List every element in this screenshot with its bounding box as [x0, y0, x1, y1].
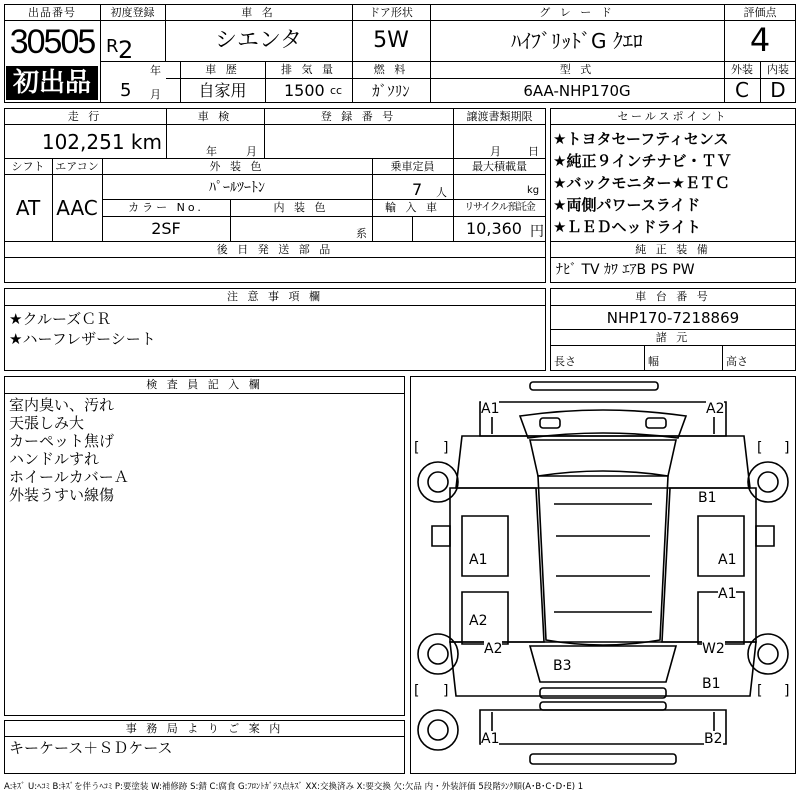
- aircon-label: エアコン: [55, 160, 99, 173]
- bracket-right-bottom: [: [757, 683, 763, 699]
- sales-point-item: ★両側パワースライド: [553, 196, 701, 214]
- damage-code: B1: [698, 490, 717, 506]
- sales-point-item: ★トヨタセーフティセンス: [553, 130, 729, 148]
- inspector-item: 天張しみ大: [9, 414, 85, 432]
- sales-point-item: ★純正９インチナビ・ＴＶ: [553, 152, 732, 170]
- width-label: 幅: [648, 355, 659, 368]
- equipment: ﾅﾋﾞ TV ｶﾜ ｴｱB PS PW: [556, 262, 695, 278]
- later-parts-label: 後 日 発 送 部 品: [216, 243, 334, 256]
- note-item: ★ハーフレザーシート: [9, 330, 156, 348]
- inspector-item: 外装うすい線傷: [9, 486, 115, 504]
- inspector-notes: [9, 396, 129, 504]
- damage-code: A2: [706, 401, 725, 417]
- sales-points-list: [553, 128, 731, 238]
- legend: A:ｷｽﾞ U:ﾍｺﾐ B:ｷｽﾞを伴うﾍｺﾐ P:要塗装 W:補修跡 S:錆 C:腐食 G:ﾌﾛﾝﾄｶﾞﾗｽ点ｷｽﾞ XX:交換済み X:要交換 欠:欠品 内・外装評価 5段階ﾗﾝｸ順(A･B･C･D･E) 1: [4, 782, 584, 792]
- registration-month: 5: [120, 80, 132, 101]
- transfer-deadline-label: 譲渡書類期限: [466, 110, 533, 123]
- aircon: AAC: [56, 196, 98, 220]
- sales-point-item: ★ＬＥＤヘッドライト: [553, 218, 701, 236]
- inspector-item: ホイールカバーＡ: [9, 468, 129, 486]
- inspector-item: カーペット焦げ: [9, 432, 115, 450]
- bracket-left-bottom: ]: [443, 683, 449, 699]
- interior-label: 内装: [767, 63, 789, 76]
- damage-code: W2: [702, 641, 725, 657]
- damage-code: B1: [702, 676, 721, 692]
- office-message: キーケース＋ＳＤケース: [9, 739, 173, 757]
- bracket-right-bottom: ]: [784, 683, 790, 699]
- specs-label: 諸 元: [655, 331, 691, 344]
- sales-points-label: セールスポイント: [617, 110, 729, 123]
- fuel: ｶﾞｿﾘﾝ: [372, 82, 410, 100]
- score-label: 評価点: [743, 6, 777, 19]
- lot-number-label: 出品番号: [28, 6, 76, 19]
- transfer-day-unit: 日: [528, 145, 539, 158]
- exterior-color-label: 外 装 色: [209, 160, 265, 173]
- bracket-right-top: [: [757, 440, 763, 456]
- color-number: 2SF: [151, 219, 181, 238]
- bracket-right-top: ]: [784, 440, 790, 456]
- displacement-unit: cc: [330, 84, 343, 97]
- damage-code: B3: [553, 658, 572, 674]
- transfer-month-unit: 月: [490, 145, 501, 158]
- import-label: 輸 入 車: [385, 201, 440, 214]
- damage-code: A2: [469, 613, 488, 629]
- inspection-label: 車 検: [197, 110, 233, 123]
- displacement-label: 排 気 量: [281, 63, 336, 76]
- damage-code: A1: [718, 552, 737, 568]
- shift: AT: [15, 196, 41, 220]
- exterior-color: ﾊﾟｰﾙﾂｰﾄﾝ: [209, 180, 265, 196]
- damage-code: B2: [704, 731, 723, 747]
- max-load-label: 最大積載量: [472, 160, 527, 173]
- max-load-unit: kg: [527, 185, 540, 196]
- model-code: 6AA-NHP170G: [523, 82, 631, 100]
- recycle-deposit-label: リサイクル預託金: [464, 202, 535, 213]
- damage-code: A1: [481, 401, 500, 417]
- office-label: 事 務 局 よ り ご 案 内: [125, 722, 284, 735]
- first-registration-label: 初度登録: [110, 6, 155, 19]
- chassis-number-label: 車 台 番 号: [635, 290, 711, 303]
- inspector-item: 室内臭い、汚れ: [9, 396, 115, 414]
- registration-year: 2: [118, 36, 134, 64]
- history: 自家用: [198, 81, 247, 100]
- lot-number: 30505: [9, 23, 95, 61]
- inspector-label: 検 査 員 記 入 欄: [146, 378, 263, 391]
- recycle-unit: 円: [530, 224, 544, 240]
- door-type: 5W: [373, 28, 409, 53]
- shift-label: シフト: [11, 160, 45, 173]
- displacement: 1500: [284, 81, 325, 100]
- year-unit: 年: [150, 64, 161, 77]
- mileage-label: 走 行: [67, 110, 103, 123]
- capacity-label: 乗車定員: [390, 160, 435, 173]
- exterior-label: 外装: [731, 63, 753, 76]
- interior-grade: D: [770, 78, 786, 102]
- exterior-grade: C: [735, 78, 749, 102]
- history-label: 車 歴: [205, 63, 240, 76]
- interior-color-label: 内 装 色: [273, 201, 329, 214]
- color-number-label: カラー No.: [128, 201, 204, 214]
- sales-point-item: ★バックモニター★ＥＴＣ: [553, 174, 730, 192]
- door-type-label: ドア形状: [369, 6, 413, 19]
- notes-label: 注 意 事 項 欄: [227, 290, 323, 303]
- capacity: 7: [412, 180, 423, 199]
- grade: ﾊｲﾌﾞﾘｯﾄﾞG ｸｴﾛ: [511, 29, 643, 53]
- bracket-left-top: ]: [443, 440, 449, 456]
- month-unit: 月: [150, 88, 161, 101]
- damage-code: A1: [469, 552, 488, 568]
- equipment-label: 純 正 装 備: [635, 243, 711, 256]
- fuel-label: 燃 料: [373, 63, 409, 76]
- notes-list: [9, 309, 156, 349]
- bracket-left-bottom: [: [414, 683, 420, 699]
- inspector-item: ハンドルすれ: [9, 450, 100, 468]
- damage-code: A1: [481, 731, 500, 747]
- era-letter: R: [106, 36, 119, 57]
- first-listing-badge: 初出品: [6, 66, 98, 100]
- registration-number-label: 登 録 番 号: [320, 110, 397, 123]
- chassis-number: NHP170-7218869: [606, 309, 740, 327]
- car-name: シエンタ: [214, 28, 303, 53]
- overall-score: 4: [749, 21, 771, 59]
- interior-color-unit: 系: [356, 227, 367, 240]
- bracket-left-top: [: [414, 440, 420, 456]
- car-name-label: 車 名: [241, 6, 276, 19]
- damage-code: A2: [484, 641, 503, 657]
- inspection-month-unit: 月: [246, 145, 257, 158]
- capacity-unit: 人: [436, 186, 447, 199]
- length-label: 長さ: [554, 355, 576, 368]
- recycle-deposit: 10,360: [466, 219, 522, 238]
- car-outline-diagram: [410, 376, 796, 774]
- damage-code: A1: [718, 586, 737, 602]
- model-label: 型 式: [559, 63, 595, 76]
- inspection-year-unit: 年: [206, 145, 217, 158]
- note-item: ★クルーズＣＲ: [9, 310, 112, 328]
- grade-label: グ レ ー ド: [539, 6, 615, 19]
- height-label: 高さ: [726, 355, 748, 368]
- mileage: 102,251 km: [41, 130, 162, 154]
